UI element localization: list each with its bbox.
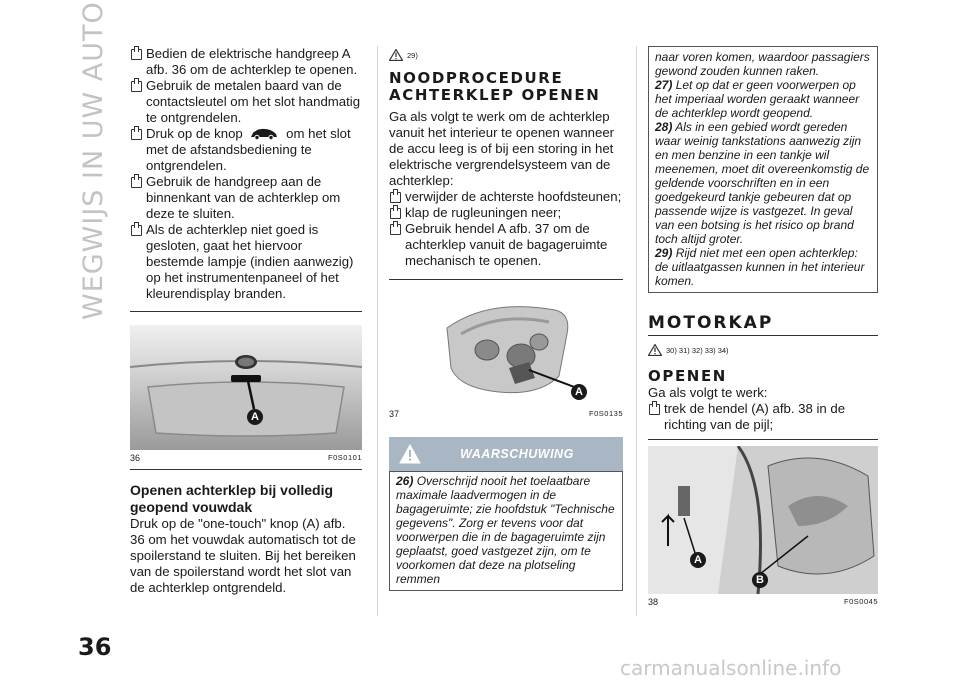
section-title: MOTORKAP [648, 313, 774, 333]
figure-caption [130, 453, 362, 463]
warning-box [389, 471, 623, 591]
warning-number: 29) [655, 246, 673, 260]
page-number: 36 [78, 633, 112, 661]
column-middle [389, 46, 623, 591]
callout-a: A [690, 552, 706, 568]
bullet-text-after-icon: om het slot met de afstandsbediening te ontgrendelen. [146, 126, 351, 173]
warning-text: Let op dat er geen voorwerpen op het imperiaal worden geraakt wanneer de achterklep wordt geopend. [655, 78, 860, 120]
warning-item [655, 78, 871, 120]
bullet-item: verwijder de achterste hoofdsteunen; [389, 189, 623, 205]
callout-a: A [247, 409, 263, 425]
callout-a: A [571, 384, 587, 400]
figure-number: 36 [130, 453, 141, 463]
warning-number: 26) [396, 474, 414, 488]
column-divider [377, 46, 378, 616]
paragraph: Ga als volgt te werk om de achterklep vanuit het interieur te openen wanneer de accu leeg is of bij een storing in het elektrische vergrendelsysteem van de achterklep: [389, 109, 615, 188]
section-rule [648, 439, 878, 440]
warning-item [655, 120, 871, 246]
subsection-title: OPENEN [648, 367, 727, 385]
bullet-item: Als de achterklep niet goed is gesloten, gaat het hiervoor bestemde lampje (indien aanwezig) op het instrumentenpaneel of het kleurendisplay branden. [130, 222, 362, 302]
figure-code: F0S0045 [844, 597, 878, 606]
warning-text: Overschrijd nooit het toelaatbare maximale laadvermogen in de bagageruimte; zie hoofdstuk "Technische gegevens". Zorg er tevens voor dat voorwerpen die in de bagageruimte zijn geplaatst, goed vastgezet zijn, om te voorkomen dat deze na plotseling remmen [396, 474, 615, 586]
figure-number: 38 [648, 597, 659, 607]
figure-37 [389, 288, 623, 406]
warning-number: 27) [655, 78, 673, 92]
paragraph: Druk op de "one-touch" knop (A) afb. 36 om het vouwdak automatisch tot de spoilerstand te sluiten. Bij het bereiken van de spoilerstand wordt het slot van de achterklep ontgrendeld. [130, 516, 356, 595]
column-divider [636, 46, 637, 616]
section-rule [130, 311, 362, 312]
figure-number: 37 [389, 409, 400, 419]
note-references: 29) [407, 50, 418, 60]
section-rule [648, 335, 878, 336]
bullet-item: klap de rugleuningen neer; [389, 205, 623, 221]
warning-title: WAARSCHUWING [460, 447, 574, 461]
bullet-text-before-icon: Druk op de knop [146, 126, 243, 141]
bullet-item: Gebruik hendel A afb. 37 om de achterklep vanuit de bagageruimte mechanisch te openen. [389, 221, 623, 269]
warning-triangle-icon [389, 49, 403, 61]
car-key-icon [249, 127, 279, 140]
figure-code: F0S0101 [328, 453, 362, 462]
watermark-text: carmanualsonline.info [620, 656, 842, 680]
warning-continued-text: naar voren komen, waardoor passagiers gewond zouden kunnen raken. [655, 50, 870, 78]
section-title: NOODPROCEDURE [389, 69, 564, 87]
callout-b: B [752, 572, 768, 588]
figure-caption [389, 409, 623, 419]
paragraph: Ga als volgt te werk: [648, 385, 768, 400]
figure-38 [648, 446, 878, 594]
warning-number: 28) [655, 120, 673, 134]
bullet-item: Gebruik de metalen baard van de contactsleutel om het slot handmatig te ontgrendelen. [130, 78, 362, 126]
tailgate-lever-illustration [389, 288, 623, 406]
warning-triangle-icon [648, 344, 662, 356]
warning-box-continued [648, 46, 878, 293]
bullet-item: Gebruik de handgreep aan de binnenkant van de achterklep om deze te sluiten. [130, 174, 362, 222]
tailgate-handle-illustration [130, 325, 362, 450]
subheading: Openen achterklep bij volledig geopend vouwdak [130, 482, 334, 515]
note-references: 30) 31) 32) 33) 34) [666, 345, 729, 355]
column-right [648, 46, 878, 607]
figure-caption [648, 597, 878, 607]
figure-36 [130, 325, 362, 450]
column-left [130, 46, 362, 596]
side-chapter-title: WEGWIJS IN UW AUTO [78, 1, 109, 320]
section-title: ACHTERKLEP OPENEN [389, 86, 601, 104]
section-rule [130, 469, 362, 470]
reference-line [389, 46, 623, 64]
bullet-item: Bedien de elektrische handgreep A afb. 36 om de achterklep te openen. [130, 46, 362, 78]
warning-item [655, 246, 871, 288]
figure-code: F0S0135 [589, 409, 623, 418]
warning-item [396, 474, 616, 586]
bullet-item [130, 126, 362, 174]
reference-line [648, 342, 878, 358]
warning-triangle-icon [399, 444, 421, 464]
warning-text: Als in een gebied wordt gereden waar weinig tankstations aanwezig zijn en men benzine in een tankje wil meenemen, moet dit overeenkomstig de geldende voorschriften en in een goedgekeurd tankje gebeuren dat op passende wijze is vastgezet. In geval van een botsing is het risico op brand toch altijd groter. [655, 120, 870, 246]
bullet-item: trek de hendel (A) afb. 38 in de richting van de pijl; [648, 401, 878, 433]
section-rule [389, 279, 623, 280]
warning-text: Rijd niet met een open achterklep: de uitlaatgassen kunnen in het interieur komen. [655, 246, 865, 288]
warning-header [389, 437, 623, 471]
